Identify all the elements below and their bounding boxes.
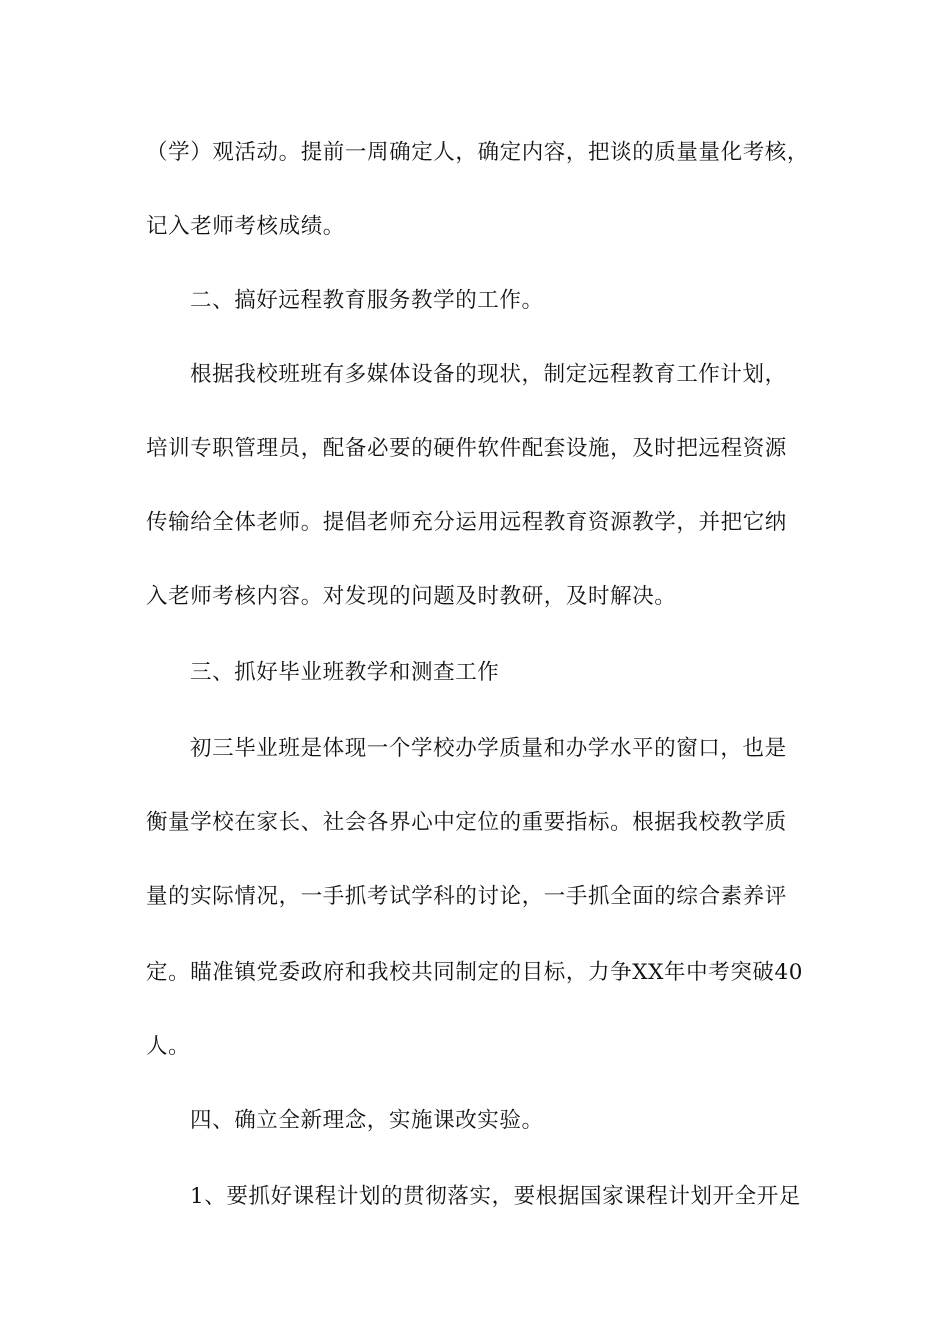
paragraph-line: 定。瞄准镇党委政府和我校共同制定的目标，力争XX年中考突破40 [146, 960, 804, 985]
paragraph-line: 培训专职管理员，配备必要的硬件软件配套设施，及时把远程资源 [146, 436, 787, 461]
paragraph-line: 记入老师考核成绩。 [146, 214, 345, 239]
section-heading: 二、搞好远程教育服务教学的工作。 [190, 288, 544, 313]
paragraph-line: 入老师考核内容。对发现的问题及时教研，及时解决。 [146, 584, 677, 609]
paragraph-line: 量的实际情况，一手抓考试学科的讨论，一手抓全面的综合素养评 [146, 884, 787, 909]
paragraph-line: 初三毕业班是体现一个学校办学质量和办学水平的窗口，也是 [190, 736, 787, 761]
paragraph-line: 根据我校班班有多媒体设备的现状，制定远程教育工作计划， [190, 362, 787, 387]
paragraph-line: （学）观活动。提前一周确定人，确定内容，把谈的质量量化考核， [146, 140, 810, 165]
section-heading: 三、抓好毕业班教学和测查工作 [190, 660, 500, 685]
paragraph-line: 衡量学校在家长、社会各界心中定位的重要指标。根据我校教学质 [146, 810, 787, 835]
paragraph-line: 1、要抓好课程计划的贯彻落实，要根据国家课程计划开全开足 [190, 1184, 801, 1209]
paragraph-line: 人。 [146, 1034, 191, 1059]
paragraph-line: 传输给全体老师。提倡老师充分运用远程教育资源教学，并把它纳 [146, 510, 787, 535]
section-heading: 四、确立全新理念，实施课改实验。 [190, 1108, 544, 1133]
